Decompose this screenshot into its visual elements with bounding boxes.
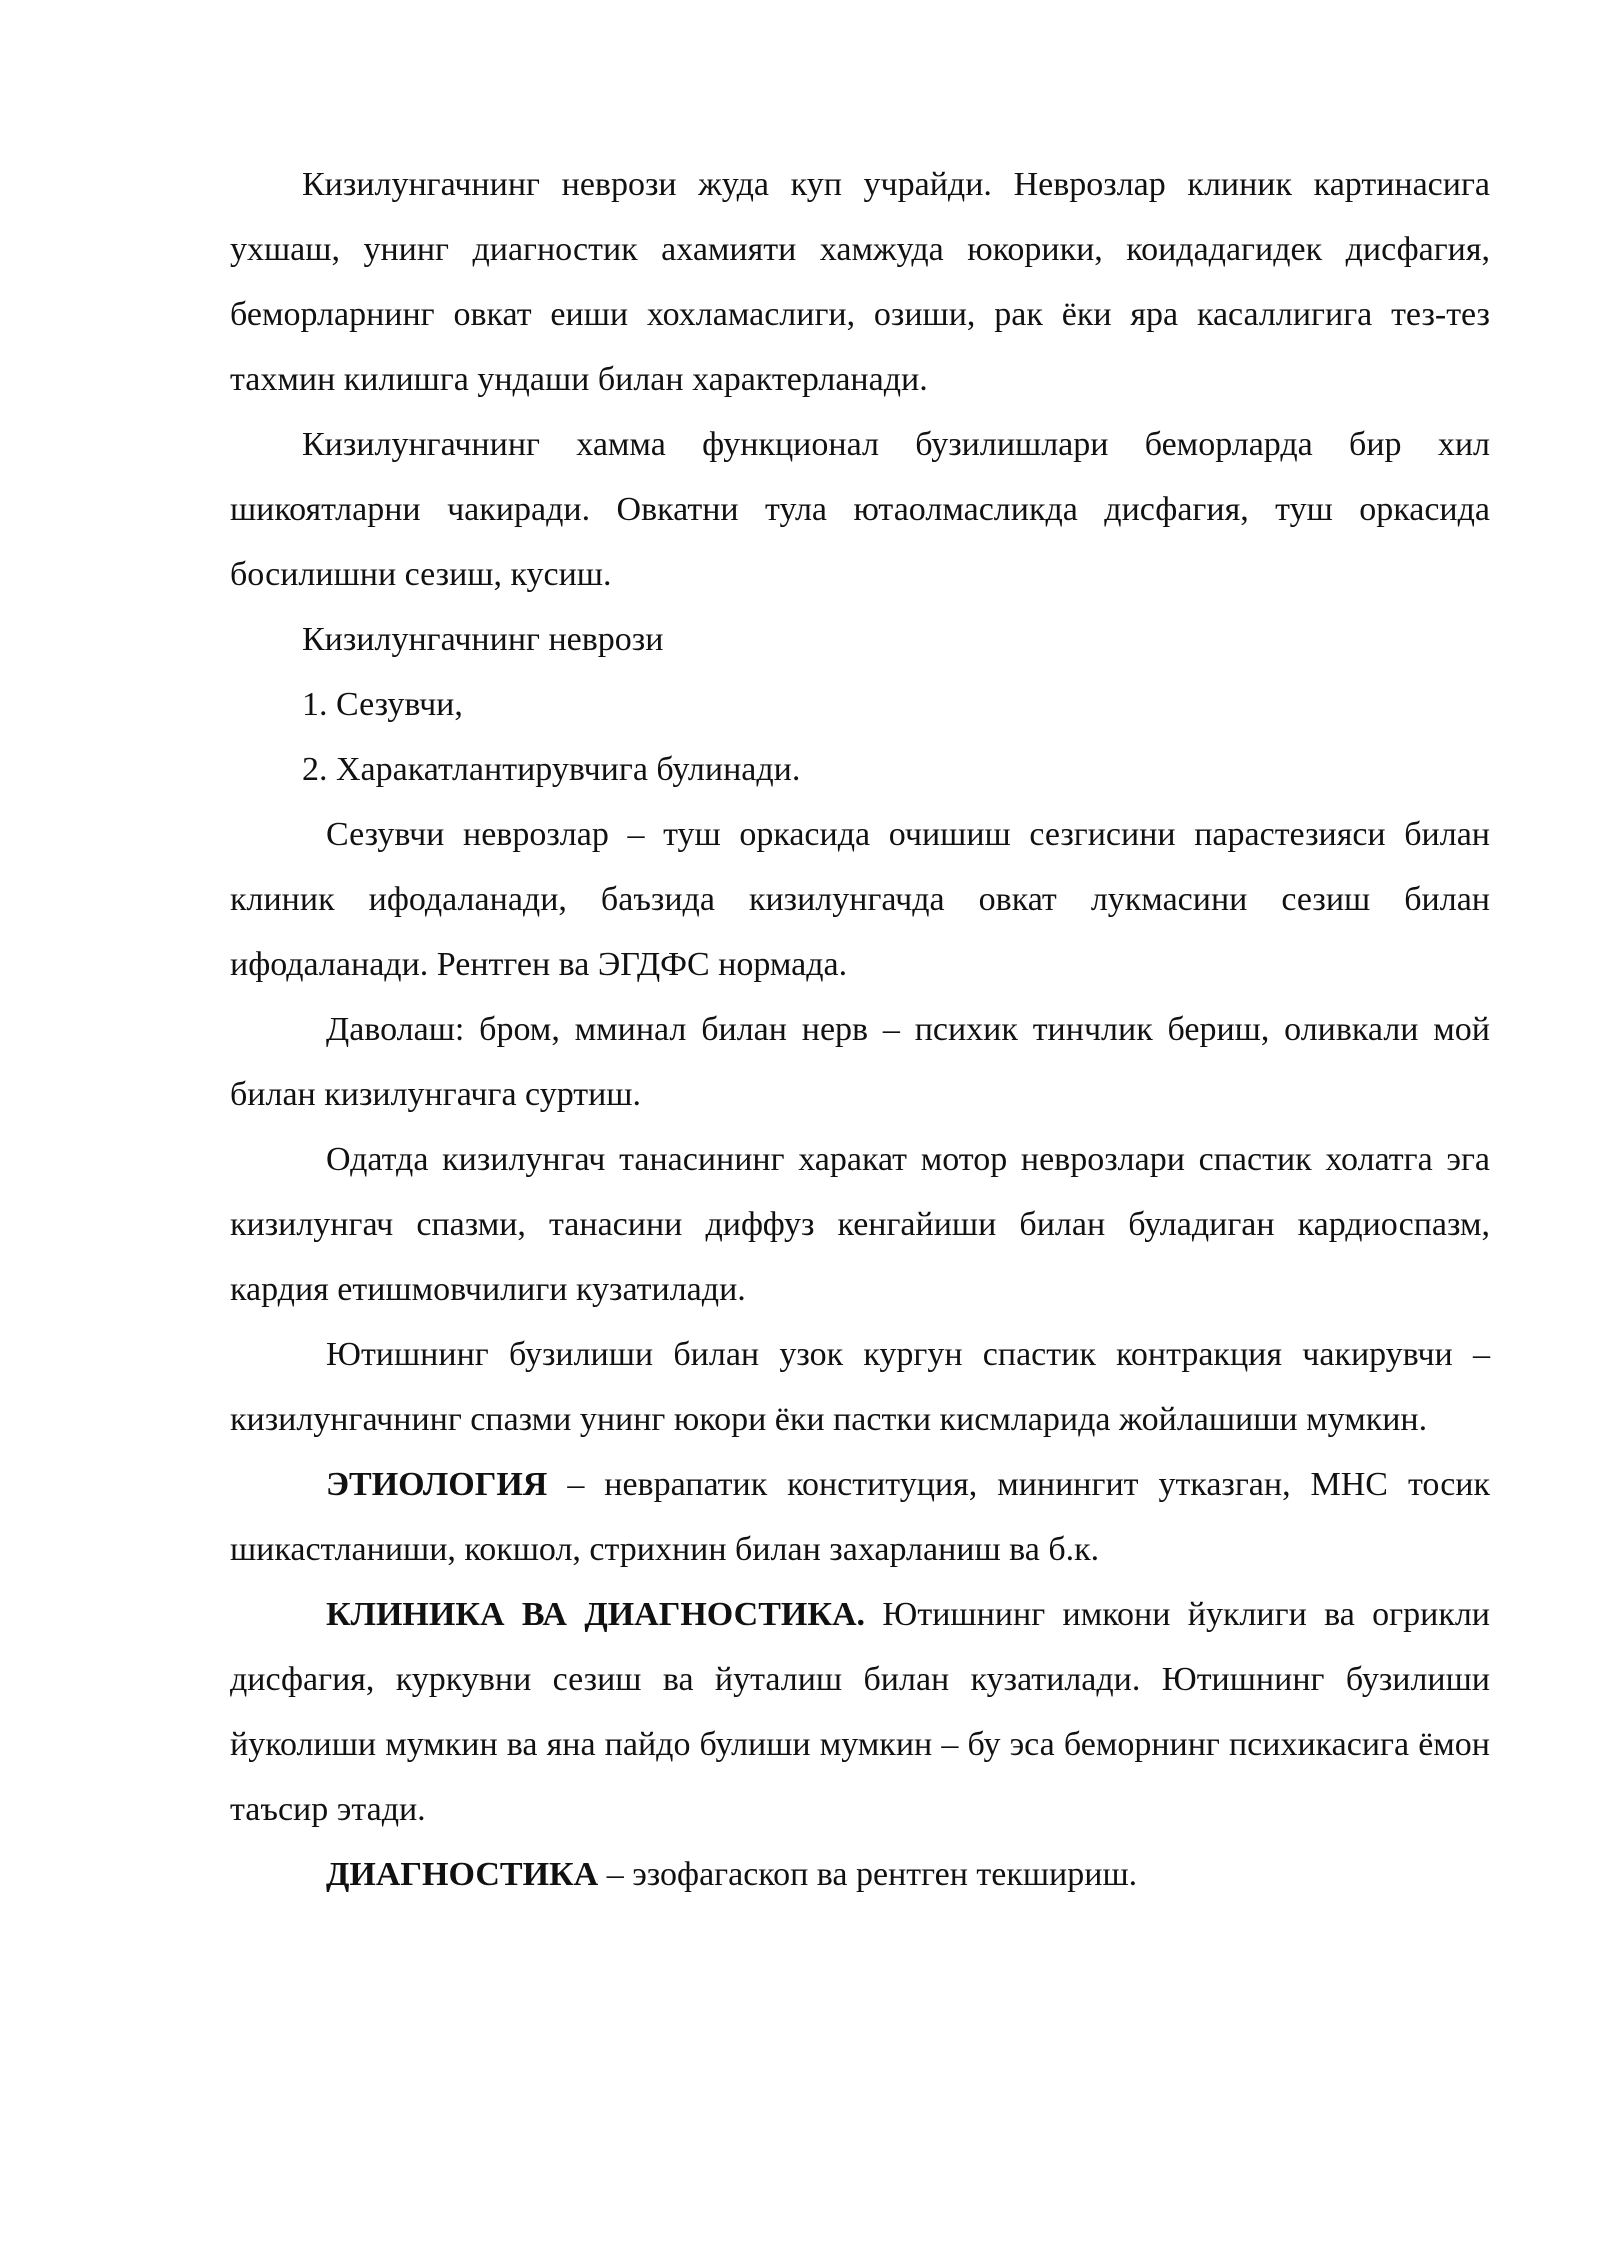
diagnostics-text: – эзофагаскоп ва рентген текшириш. bbox=[598, 1856, 1138, 1893]
paragraph-sensory-neuroses: Сезувчи неврозлар – туш оркасида очишиш сезгисини парастезияси билан клиник ифодаланади, баъзида кизилунгачда овкат лукмасини сезиш билан ифодаланади. Рентген ва ЭГДФС нормада. bbox=[230, 816, 1490, 983]
paragraph-neurosis-heading: Кизилунгачнинг неврози bbox=[302, 621, 664, 658]
document-page bbox=[230, 152, 1490, 1907]
paragraph-functional-disorders: Кизилунгачнинг хамма функционал бузилишлари беморларда бир хил шикоятларни чакиради. Овкатни тула ютаолмасликда дисфагия, туш оркасида босилишни сезиш, кусиш. bbox=[230, 426, 1490, 593]
diagnostics-heading: ДИАГНОСТИКА bbox=[326, 1856, 599, 1893]
list-item-motor: 2. Харакатлантирувчига булинади. bbox=[302, 751, 801, 788]
paragraph-clinic-diagnostics bbox=[230, 1582, 1490, 1842]
clinic-diagnostics-text: Ютишнинг имкони йуклиги ва огрикли дисфагия, куркувни сезиш ва йуталиш билан кузатилади. Ютишнинг бузилиши йуколиши мумкин ва яна пайдо булиши мумкин – бу эса беморнинг психикасига ёмон таъсир этади. bbox=[230, 1596, 1490, 1828]
paragraph-diagnostics bbox=[230, 1842, 1490, 1907]
paragraph-motor-neuroses: Одатда кизилунгач танасининг харакат мотор неврозлари спастик холатга эга кизилунгач спазми, танасини диффуз кенгайиши билан буладиган кардиоспазм, кардия етишмовчилиги кузатилади. bbox=[230, 1141, 1490, 1308]
etiology-heading: ЭТИОЛОГИЯ bbox=[326, 1466, 548, 1503]
paragraph-treatment: Даволаш: бром, мминал билан нерв – психик тинчлик бериш, оливкали мой билан кизилунгачга суртиш. bbox=[230, 1011, 1490, 1113]
paragraph-etiology bbox=[230, 1452, 1490, 1582]
paragraph-esophageal-neurosis-intro: Кизилунгачнинг неврози жуда куп учрайди. Неврозлар клиник картинасига ухшаш, унинг диагностик ахамияти хамжуда юкорики, коидадагидек дисфагия, беморларнинг овкат еиши хохламаслиги, озиши, рак ёки яра касаллигига тез-тез тахмин килишга ундаши билан характерланади. bbox=[230, 166, 1490, 398]
clinic-diagnostics-heading: КЛИНИКА ВА ДИАГНОСТИКА. bbox=[326, 1596, 866, 1633]
etiology-text: – неврапатик конституция, минингит утказган, МНС тосик шикастланиши, кокшол, стрихнин билан захарланиш ва б.к. bbox=[230, 1466, 1490, 1568]
list-item-sensory: 1. Сезувчи, bbox=[302, 686, 463, 723]
paragraph-swallowing-disorder: Ютишнинг бузилиши билан узок кургун спастик контракция чакирувчи – кизилунгачнинг спазми унинг юкори ёки пастки кисмларида жойлашиши мумкин. bbox=[230, 1336, 1490, 1438]
